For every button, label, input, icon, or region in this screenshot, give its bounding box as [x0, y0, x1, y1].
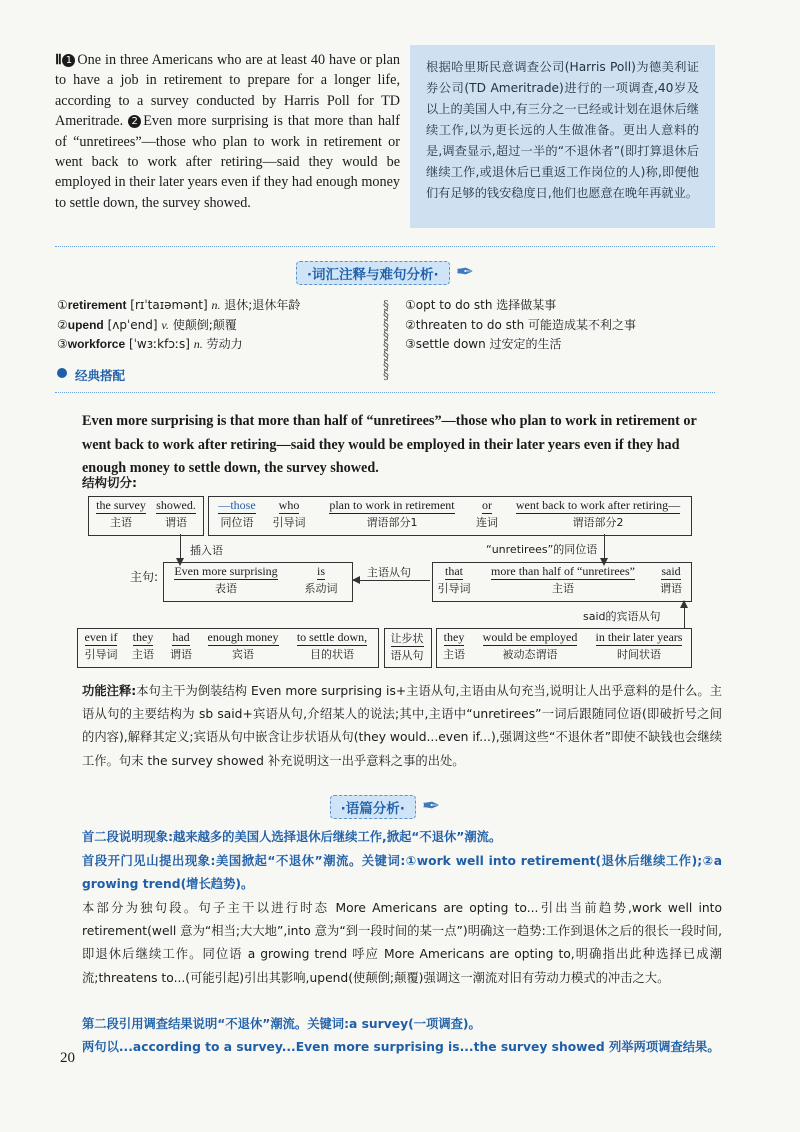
vocab-item: ①retirement [rɪˈtaɪəmənt] n. 退休;退休年龄	[57, 298, 301, 312]
phrase-item: ②threaten to do sth 可能造成某不利之事	[405, 317, 637, 332]
cell: to settle down, 目的状语	[296, 630, 368, 661]
cell: the survey 主语	[96, 498, 146, 529]
cell: that 引导词	[437, 564, 471, 595]
vocab-list-right	[405, 296, 636, 355]
function-note-text: 本句主干为倒装结构 Even more surprising is+主语从句,主语由从句充当,说明让人出乎意料的是什么。主语从句的主要结构为 sb said+宾语从句,介绍某人的说法;其中,主语中“unretirees”一词后跟随同位语(即破折号之间的内容),解释其定义;宾语从句中嵌含让步状语从句(they would...even if...),强调这些“不退休者”即使不缺钱也会继续工作。句末 the survey showed 补充说明这一出乎意料之事的出处。	[82, 684, 723, 768]
structure-label: 结构切分:	[82, 475, 137, 490]
cell: more than half of “unretirees” 主语	[491, 564, 635, 595]
function-note	[82, 680, 722, 773]
appositive-label: “unretirees”的同位语	[486, 543, 598, 556]
cell: who 引导词	[272, 498, 306, 529]
phrase-item: ③settle down 过安定的生活	[405, 337, 562, 351]
cell: said 谓语	[660, 564, 682, 595]
cell: would be employed 被动态谓语	[482, 630, 578, 661]
discourse-heading-4: 两句以...according to a survey...Even more surprising is...the survey showed 列举两项调查结果。	[82, 1040, 720, 1054]
passage-english	[55, 50, 400, 213]
insertion-label: 插入语	[190, 544, 223, 557]
cell: had 谓语	[170, 630, 192, 661]
phrase-item: ①opt to do sth 选择做某事	[405, 298, 557, 312]
cell: they 主语	[132, 630, 154, 661]
object-clause-label: said的宾语从句	[583, 610, 661, 623]
vocab-item: ②upend [ʌpˈend] v. 使颠倒;颠覆	[57, 317, 237, 332]
discourse-heading-3: 第二段引用调查结果说明“不退休”潮流。关键词:a survey(一项调查)。	[82, 1017, 481, 1031]
cell: even if 引导词	[84, 630, 118, 661]
discourse-heading-2: 首段开门见山提出现象:美国掀起“不退休”潮流。关键词:①work well into retirement(退休后继续工作);②a growing trend(增长趋势)。	[82, 854, 722, 892]
cell: —those 同位语	[218, 498, 256, 529]
classic-collocation-label: 经典搭配	[75, 368, 126, 383]
pen-icon: ✒	[421, 794, 441, 819]
discourse-header-title: ·语篇分析·	[330, 795, 416, 819]
cell: or 连词	[476, 498, 498, 529]
divider	[55, 392, 715, 393]
translation-box: 根据哈里斯民意调查公司(Harris Poll)为德美利证券公司(TD Ameritrade)进行的一项调查,40岁及以上的美国人中,有三分之一已经或计划在退休后继续工作,以为更长远的人生做准备。更出人意料的是,调查显示,超过一半的“不退休者”(即打算退休后继续工作,或退休后已重返工作岗位的人)称,即便他们有足够的钱安稳度日,他们也愿意在晚年再就业。	[410, 45, 715, 228]
connector	[353, 580, 430, 581]
section-marker: Ⅱ	[55, 52, 63, 68]
cell: showed. 谓语	[156, 498, 196, 529]
cell: went back to work after retiring— 谓语部分2	[515, 498, 681, 529]
cell: enough money 宾语	[207, 630, 279, 661]
cell: plan to work in retirement 谓语部分1	[329, 498, 455, 529]
cell: they 主语	[443, 630, 465, 661]
concession-label: 让步状 语从句	[390, 632, 424, 662]
main-clause-label: 主句:	[130, 570, 159, 584]
passage-sentence-2: Even more surprising is that more than half of “unretirees”—those who plan to work in retirement or went back to work after retiring—said they would be employed in their later years even if they had enough money to settle down, the survey showed.	[55, 113, 400, 211]
key-sentence: Even more surprising is that more than half of “unretirees”—those who plan to work in retirement or went back to work after retiring—said they would be employed in their later years even if they had enough money to settle down, the survey showed.	[82, 413, 697, 476]
discourse-paragraph-1: 本部分为独句段。句子主干以进行时态 More Americans are opting to...引出当前趋势,work well into retirement(well 意为“相当;大大地”,into 意为“到一段时间的某一点”)明确这一趋势:工作到退休之后的很长一段时间,即退休后继续工作。同位语 a growing trend 呼应 More Americans are opting to,明确指出此种选择已成潮流;threatens to...(可能引起)引出其影响,upend(使颠倒;颠覆)强调这一潮流对旧有劳动力模式的冲击之大。	[82, 901, 722, 985]
cell: is 系动词	[304, 564, 338, 595]
pen-icon: ✒	[455, 260, 475, 285]
sentence-number-1: 1	[62, 54, 75, 67]
vocab-list-left	[57, 296, 300, 355]
arrow-left-icon	[352, 576, 360, 584]
subject-clause-label: 主语从句	[367, 566, 411, 579]
discourse-heading-1: 首二段说明现象:越来越多的美国人选择退休后继续工作,掀起“不退休”潮流。	[82, 830, 502, 844]
passage-sentence-1: One in three Americans who are at least 40 have or plan to have a job in retirement to prepare for a longer life, according to a survey conducted by Harris Poll for TD Ameritrade.	[55, 52, 401, 130]
page-number: 20	[60, 1050, 75, 1066]
sentence-number-2: 2	[128, 115, 141, 128]
wave-divider: § § § § § § § §	[383, 298, 389, 382]
bullet-icon	[57, 368, 67, 378]
function-note-label: 功能注释:	[82, 684, 137, 698]
cell: in their later years 时间状语	[595, 630, 683, 661]
divider	[55, 246, 715, 247]
discourse-section-header	[55, 796, 715, 818]
vocab-item: ③workforce [ˈwɜːkfɔːs] n. 劳动力	[57, 337, 243, 351]
vocab-header-title: ·词汇注释与难句分析·	[296, 261, 450, 285]
vocab-section-header	[55, 262, 715, 284]
cell: Even more surprising 表语	[174, 564, 278, 595]
arrow-up-icon	[680, 600, 688, 608]
